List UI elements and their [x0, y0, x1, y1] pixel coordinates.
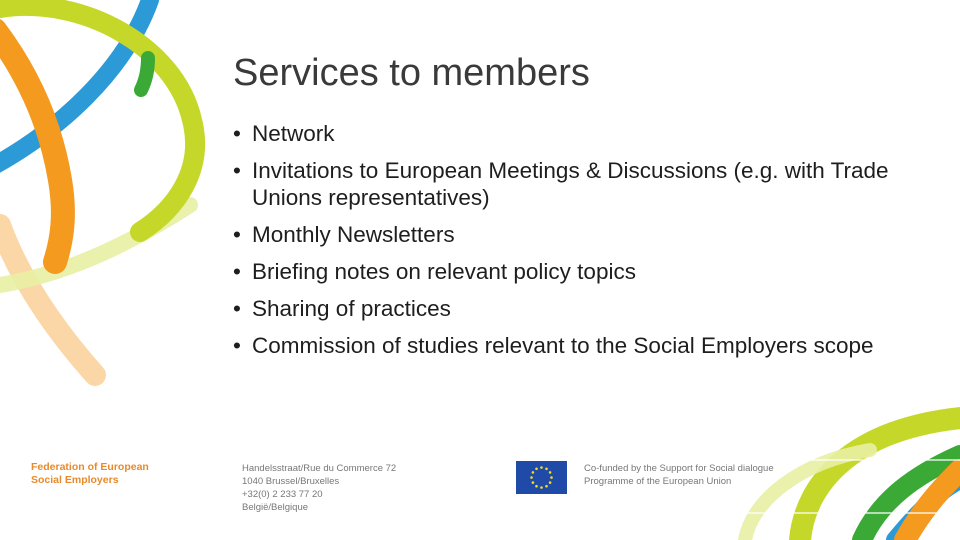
address-line: +32(0) 2 233 77 20: [242, 489, 323, 500]
eu-flag-icon: [516, 461, 567, 494]
slide-title: Services to members: [233, 52, 590, 94]
address-line: België/Belgique: [242, 502, 309, 513]
footer-address: [242, 462, 396, 514]
address-line: 1040 Brussel/Bruxelles: [242, 476, 340, 487]
organization-line: Federation of European: [31, 461, 149, 473]
cofunded-line: Co-funded by the Support for Social dialogue: [584, 463, 774, 474]
bullet-item-invitations: • Invitations to European Meetings & Discussions (e.g. with Trade Unions representatives): [233, 157, 933, 211]
bullet-item-commission-studies: • Commission of studies relevant to the Social Employers scope: [233, 332, 933, 359]
bullet-item-sharing-practices: • Sharing of practices: [233, 295, 933, 322]
cofunded-statement: [584, 462, 774, 488]
organization-line: Social Employers: [31, 474, 119, 486]
bullet-item-briefing-notes: • Briefing notes on relevant policy topics: [233, 258, 933, 285]
bullet-list: [233, 120, 933, 369]
cofunded-line: Programme of the European Union: [584, 476, 732, 487]
organization-logo-text: [31, 461, 149, 487]
bullet-item-newsletters: • Monthly Newsletters: [233, 221, 933, 248]
address-line: Handelsstraat/Rue du Commerce 72: [242, 463, 397, 474]
bullet-item-network: • Network: [233, 120, 933, 147]
